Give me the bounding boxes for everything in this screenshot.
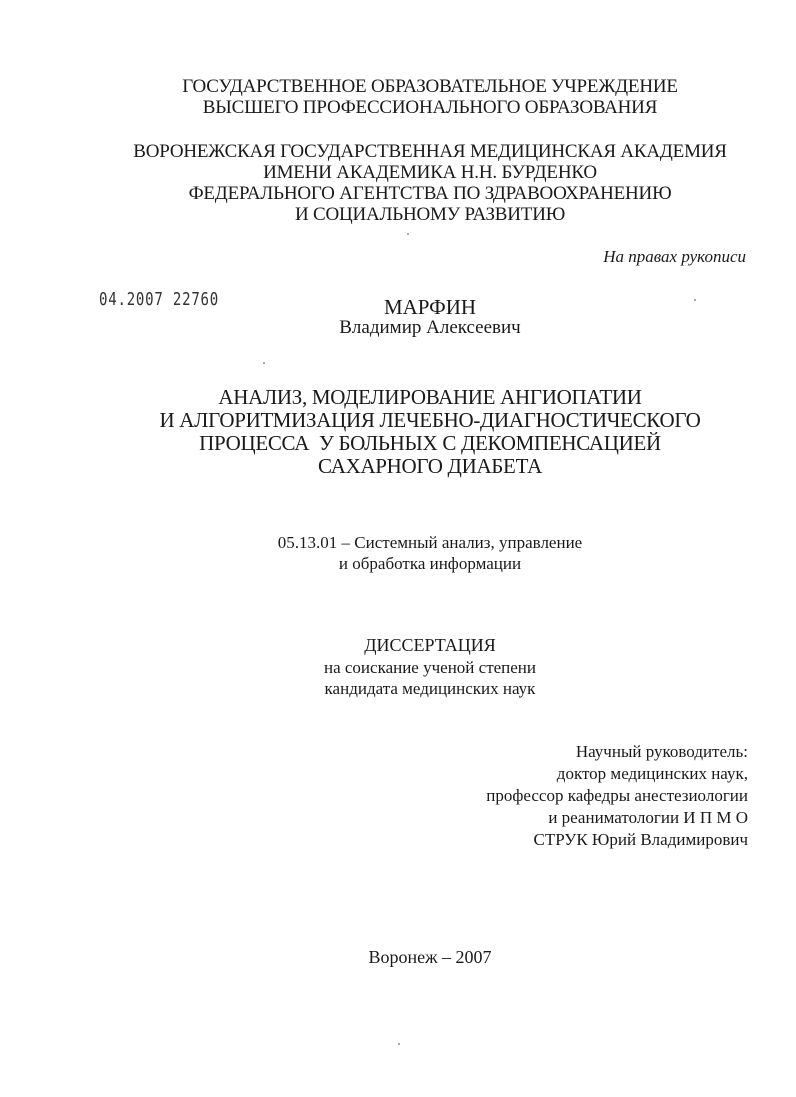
title-line-1: АНАЛИЗ, МОДЕЛИРОВАНИЕ АНГИОПАТИИ — [218, 385, 642, 409]
degree-line-1: на соискание ученой степени — [323, 658, 537, 677]
title-line-3: ПРОЦЕССА У БОЛЬНЫХ С ДЕКОМПЕНСАЦИЕЙ — [199, 431, 661, 455]
supervisor-line-4: и реаниматологии И П М О — [548, 808, 748, 827]
institution-line-2: ВЫСШЕГО ПРОФЕССИОНАЛЬНОГО ОБРАЗОВАНИЯ — [202, 97, 658, 118]
city-year: Воронеж – 2007 — [368, 947, 492, 967]
degree-line-2: кандидата медицинских наук — [324, 679, 536, 698]
document-type: ДИССЕРТАЦИЯ — [364, 635, 496, 655]
institution-header — [60, 76, 796, 118]
academy-line-4: И СОЦИАЛЬНОМУ РАЗВИТИЮ — [294, 204, 566, 225]
supervisor-line-5: СТРУК Юрий Владимирович — [533, 830, 748, 849]
supervisor-line-2: доктор медицинских наук, — [556, 764, 748, 783]
title-line-2: И АЛГОРИТМИЗАЦИЯ ЛЕЧЕБНО-ДИАГНОСТИЧЕСКОГО — [159, 408, 701, 432]
supervisor-block — [486, 741, 748, 851]
scan-speck — [407, 233, 409, 235]
scan-speck — [398, 1043, 400, 1045]
academy-line-1: ВОРОНЕЖСКАЯ ГОСУДАРСТВЕННАЯ МЕДИЦИНСКАЯ АКАДЕМИЯ — [133, 141, 727, 162]
title-line-4: САХАРНОГО ДИАБЕТА — [318, 454, 542, 478]
supervisor-line-3: профессор кафедры анестезиологии — [486, 786, 748, 805]
rights-note: На правах рукописи — [603, 247, 746, 266]
specialty-line-1: 05.13.01 – Системный анализ, управление — [277, 533, 583, 552]
supervisor-line-1: Научный руководитель: — [575, 742, 748, 761]
registration-stamp: 04.2007 22760 — [99, 289, 220, 310]
author-last-name: МАРФИН — [383, 295, 477, 319]
institution-line-1: ГОСУДАРСТВЕННОЕ ОБРАЗОВАТЕЛЬНОЕ УЧРЕЖДЕНИЕ — [182, 76, 678, 97]
academy-header — [60, 141, 796, 225]
specialty-code — [0, 532, 796, 574]
degree-info — [0, 657, 796, 699]
dissertation-title — [60, 386, 796, 478]
author-first-names: Владимир Алексеевич — [339, 317, 521, 338]
scan-speck — [694, 299, 696, 301]
specialty-line-2: и обработка информации — [338, 554, 522, 573]
academy-line-3: ФЕДЕРАЛЬНОГО АГЕНТСТВА ПО ЗДРАВООХРАНЕНИЮ — [188, 183, 672, 204]
academy-line-2: ИМЕНИ АКАДЕМИКА Н.Н. БУРДЕНКО — [263, 162, 597, 183]
scan-speck — [263, 362, 265, 364]
